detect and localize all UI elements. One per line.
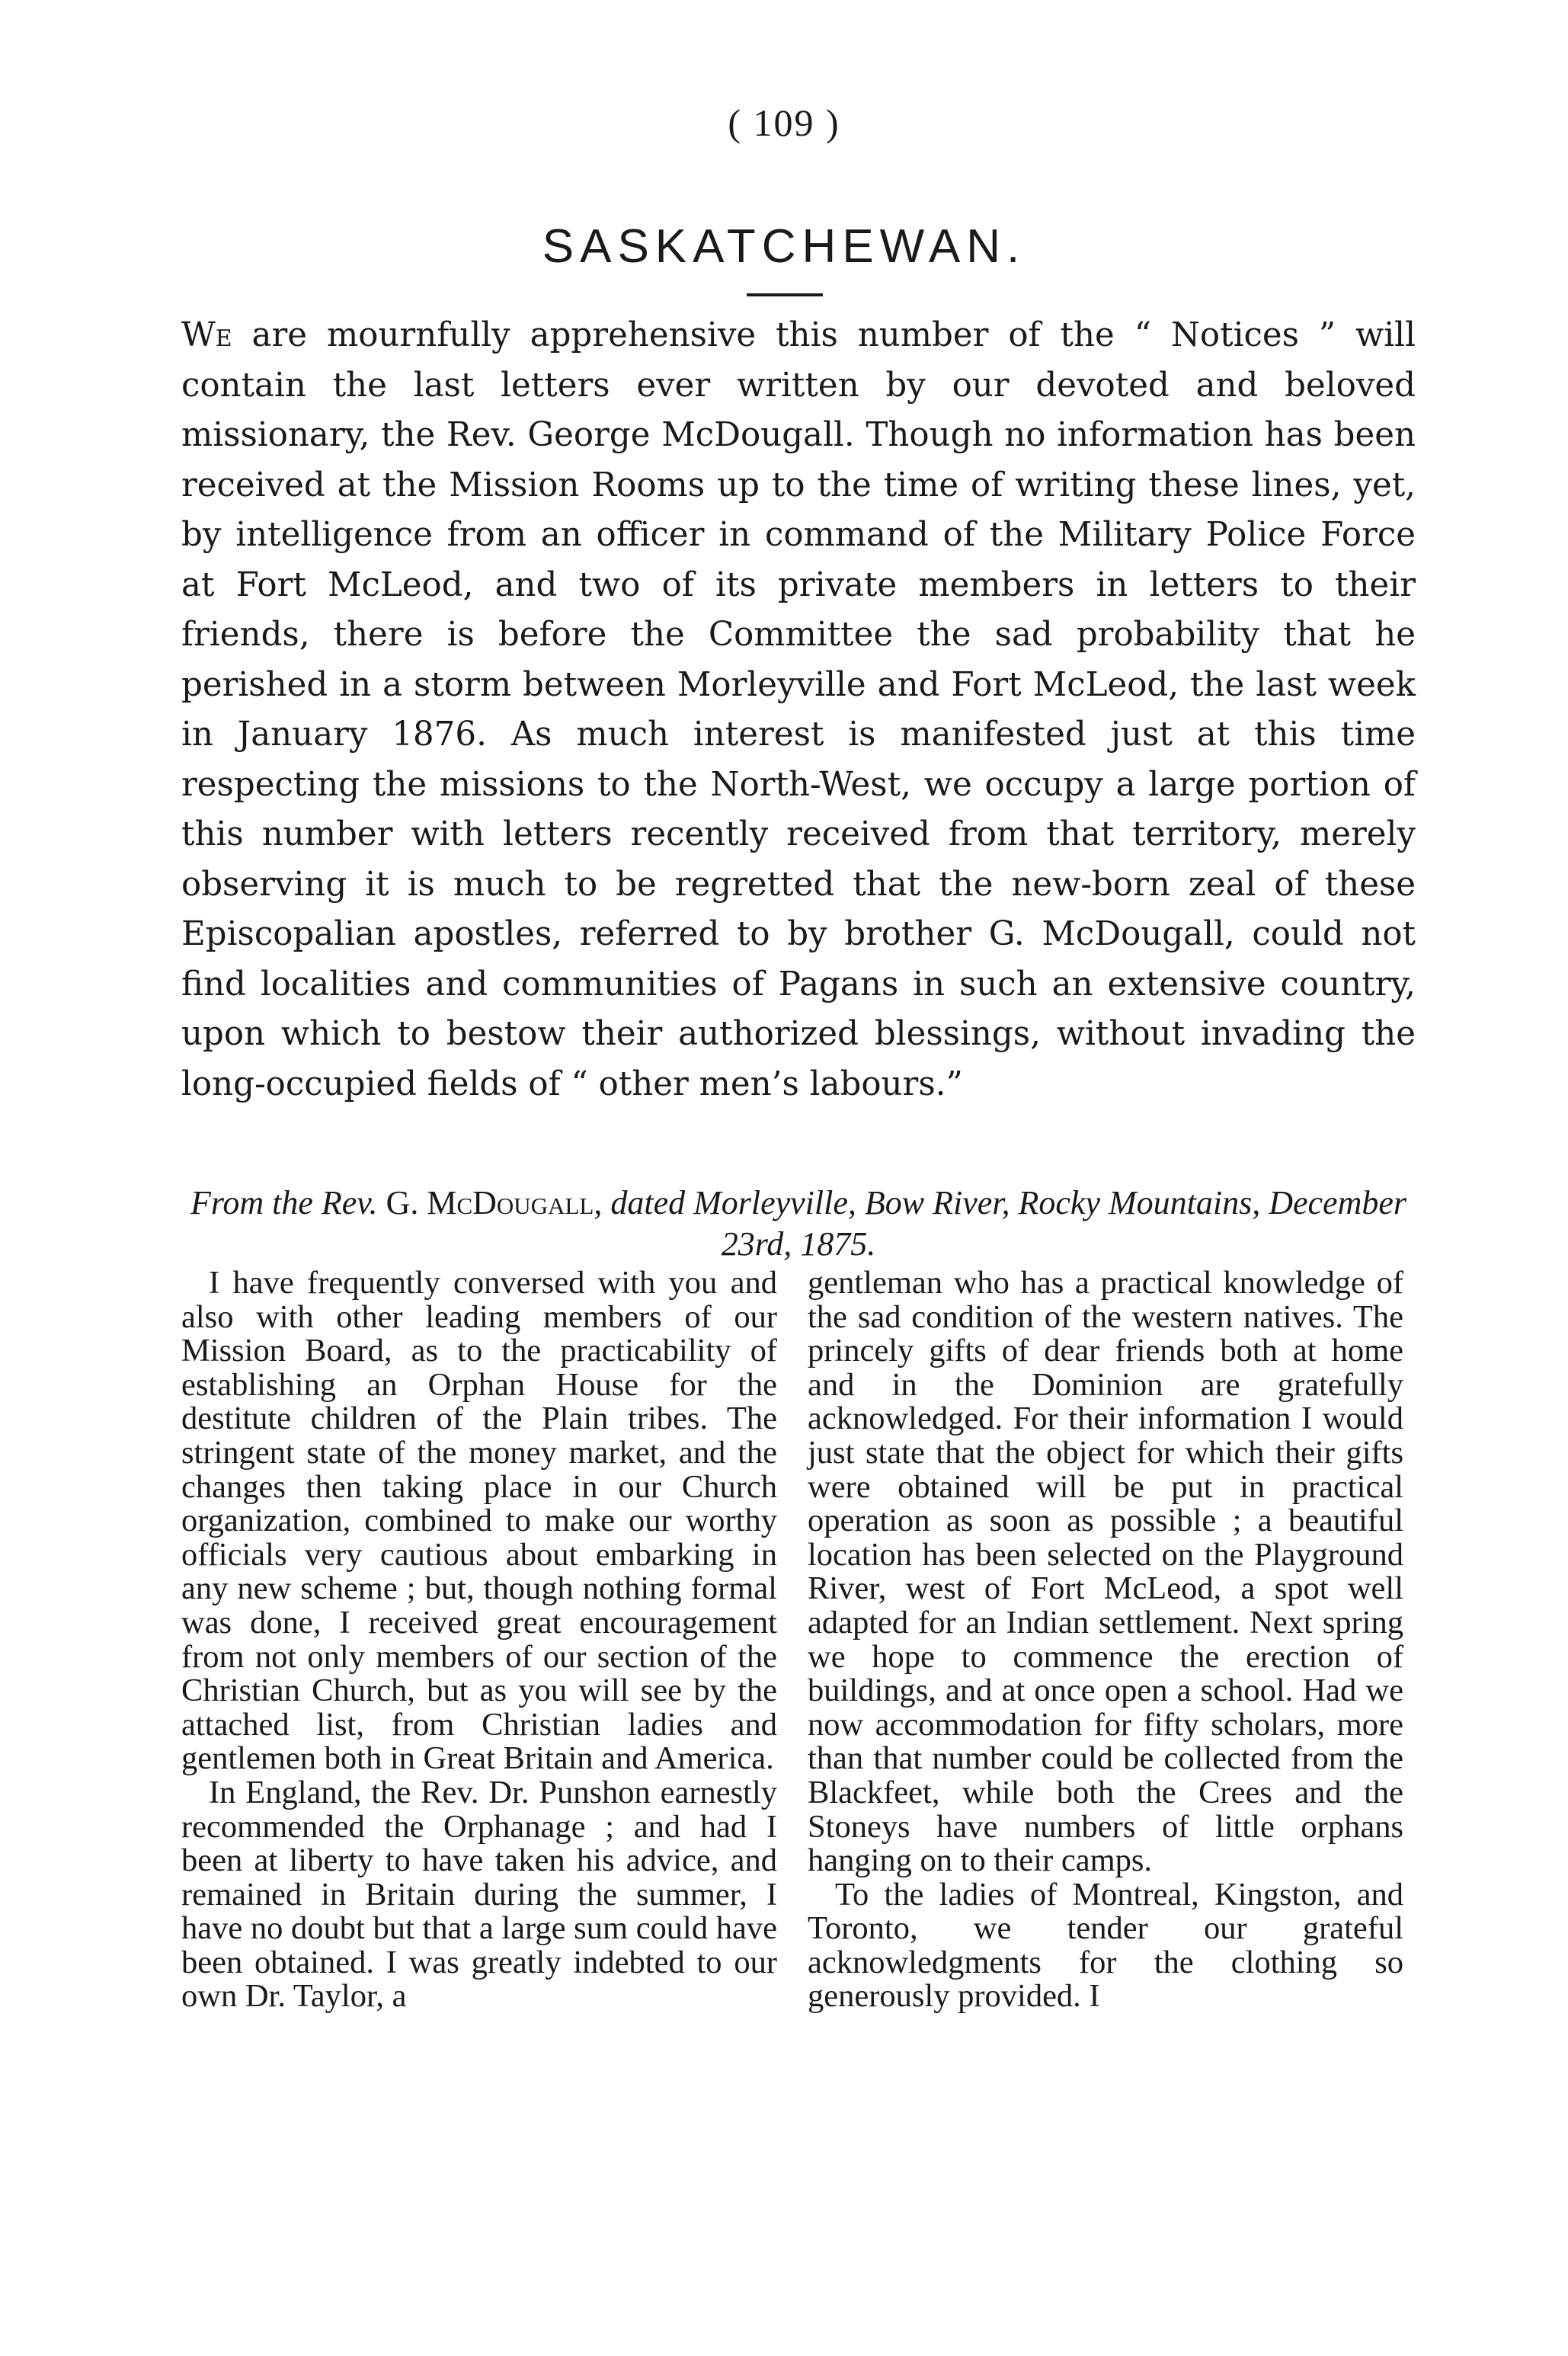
letter-right-column [808,1266,1403,2014]
section-title: SASKATCHEWAN. [542,220,1026,273]
letter-heading-author: G. McDougall, [386,1184,603,1221]
letter-heading [181,1183,1416,1265]
title-rule [747,293,823,296]
left-paragraph-1: I have frequently conversed with you and also with other leading members of our Mission Board, as to the practicability of establishing an Orphan House for the destitute children of the Plain tribes. The stringent state of the money market, and the changes then taking place in our Church organization, combined to make our worthy officials very cautious about embarking in any new scheme ; but, though nothing formal was done, I received great encouragement from not only members of our section of the Christian Church, but as you will see by the attached list, from Christian ladies and gentlemen both in Great Britain and America. [181,1265,777,1777]
page-number: ( 109 ) [728,101,840,144]
letter-heading-dated: dated Morleyville, Bow River, Rocky Mountains, December 23rd, 1875. [610,1184,1406,1263]
right-paragraph-1: gentleman who has a practical knowledge of the sad condition of the western natives. The princely gifts of dear friends both at home and in the Dominion are gratefully acknowledged. For their information I would just state that the object for which their gifts were obtained will be put in practical operation as soon as possible ; a beautiful location has been selected on the Playground River, west of Fort McLeod, a spot well adapted for an Indian settlement. Next spring we hope to commence the erection of buildings, and at once open a school. Had we now accommodation for fifty scholars, more than that number could be collected from the Blackfeet, while both the Crees and the Stoneys have numbers of little orphans hanging on to their camps. [808,1265,1403,1879]
intro-text: are mournfully apprehensive this number of the “ Notices ” will contain the last letters ever written by our devoted and beloved missionary, the Rev. George McDougall. Though no information has been received at the Mission Rooms up to the time of writing these lines, yet, by intelligence from an officer in command of the Military Police Force at Fort McLeod, and two of its private members in letters to their friends, there is before the Committee the sad probability that he perished in a storm between Morleyville and Fort McLeod, the last week in January 1876. As much interest is manifested just at this time respecting the missions to the North-West, we occupy a large portion of this number with letters recently received from that territory, merely observing it is much to be regretted that the new-born zeal of these Episcopalian apostles, referred to by brother G. McDougall, could not find localities and communities of Pagans in such an extensive country, upon which to bestow their authorized blessings, without invading the long-occupied fields of “ other men’s labours.” [181,316,1416,1103]
left-paragraph-2: In England, the Rev. Dr. Punshon earnestly recommended the Orphanage ; and had I been at liberty to have taken his advice, and remained in Britain during the summer, I have no doubt but that a large sum could have been obtained. I was greatly indebted to our own Dr. Taylor, a [181,1774,777,2015]
intro-paragraph [181,311,1416,1109]
letter-left-column [181,1266,777,2014]
intro-first-word: We [181,316,232,354]
letter-heading-from: From the Rev. [190,1184,378,1221]
right-paragraph-2: To the ladies of Montreal, Kingston, and Toronto, we tender our grateful acknowledgments for the clothing so generously provided. I [808,1876,1403,2015]
